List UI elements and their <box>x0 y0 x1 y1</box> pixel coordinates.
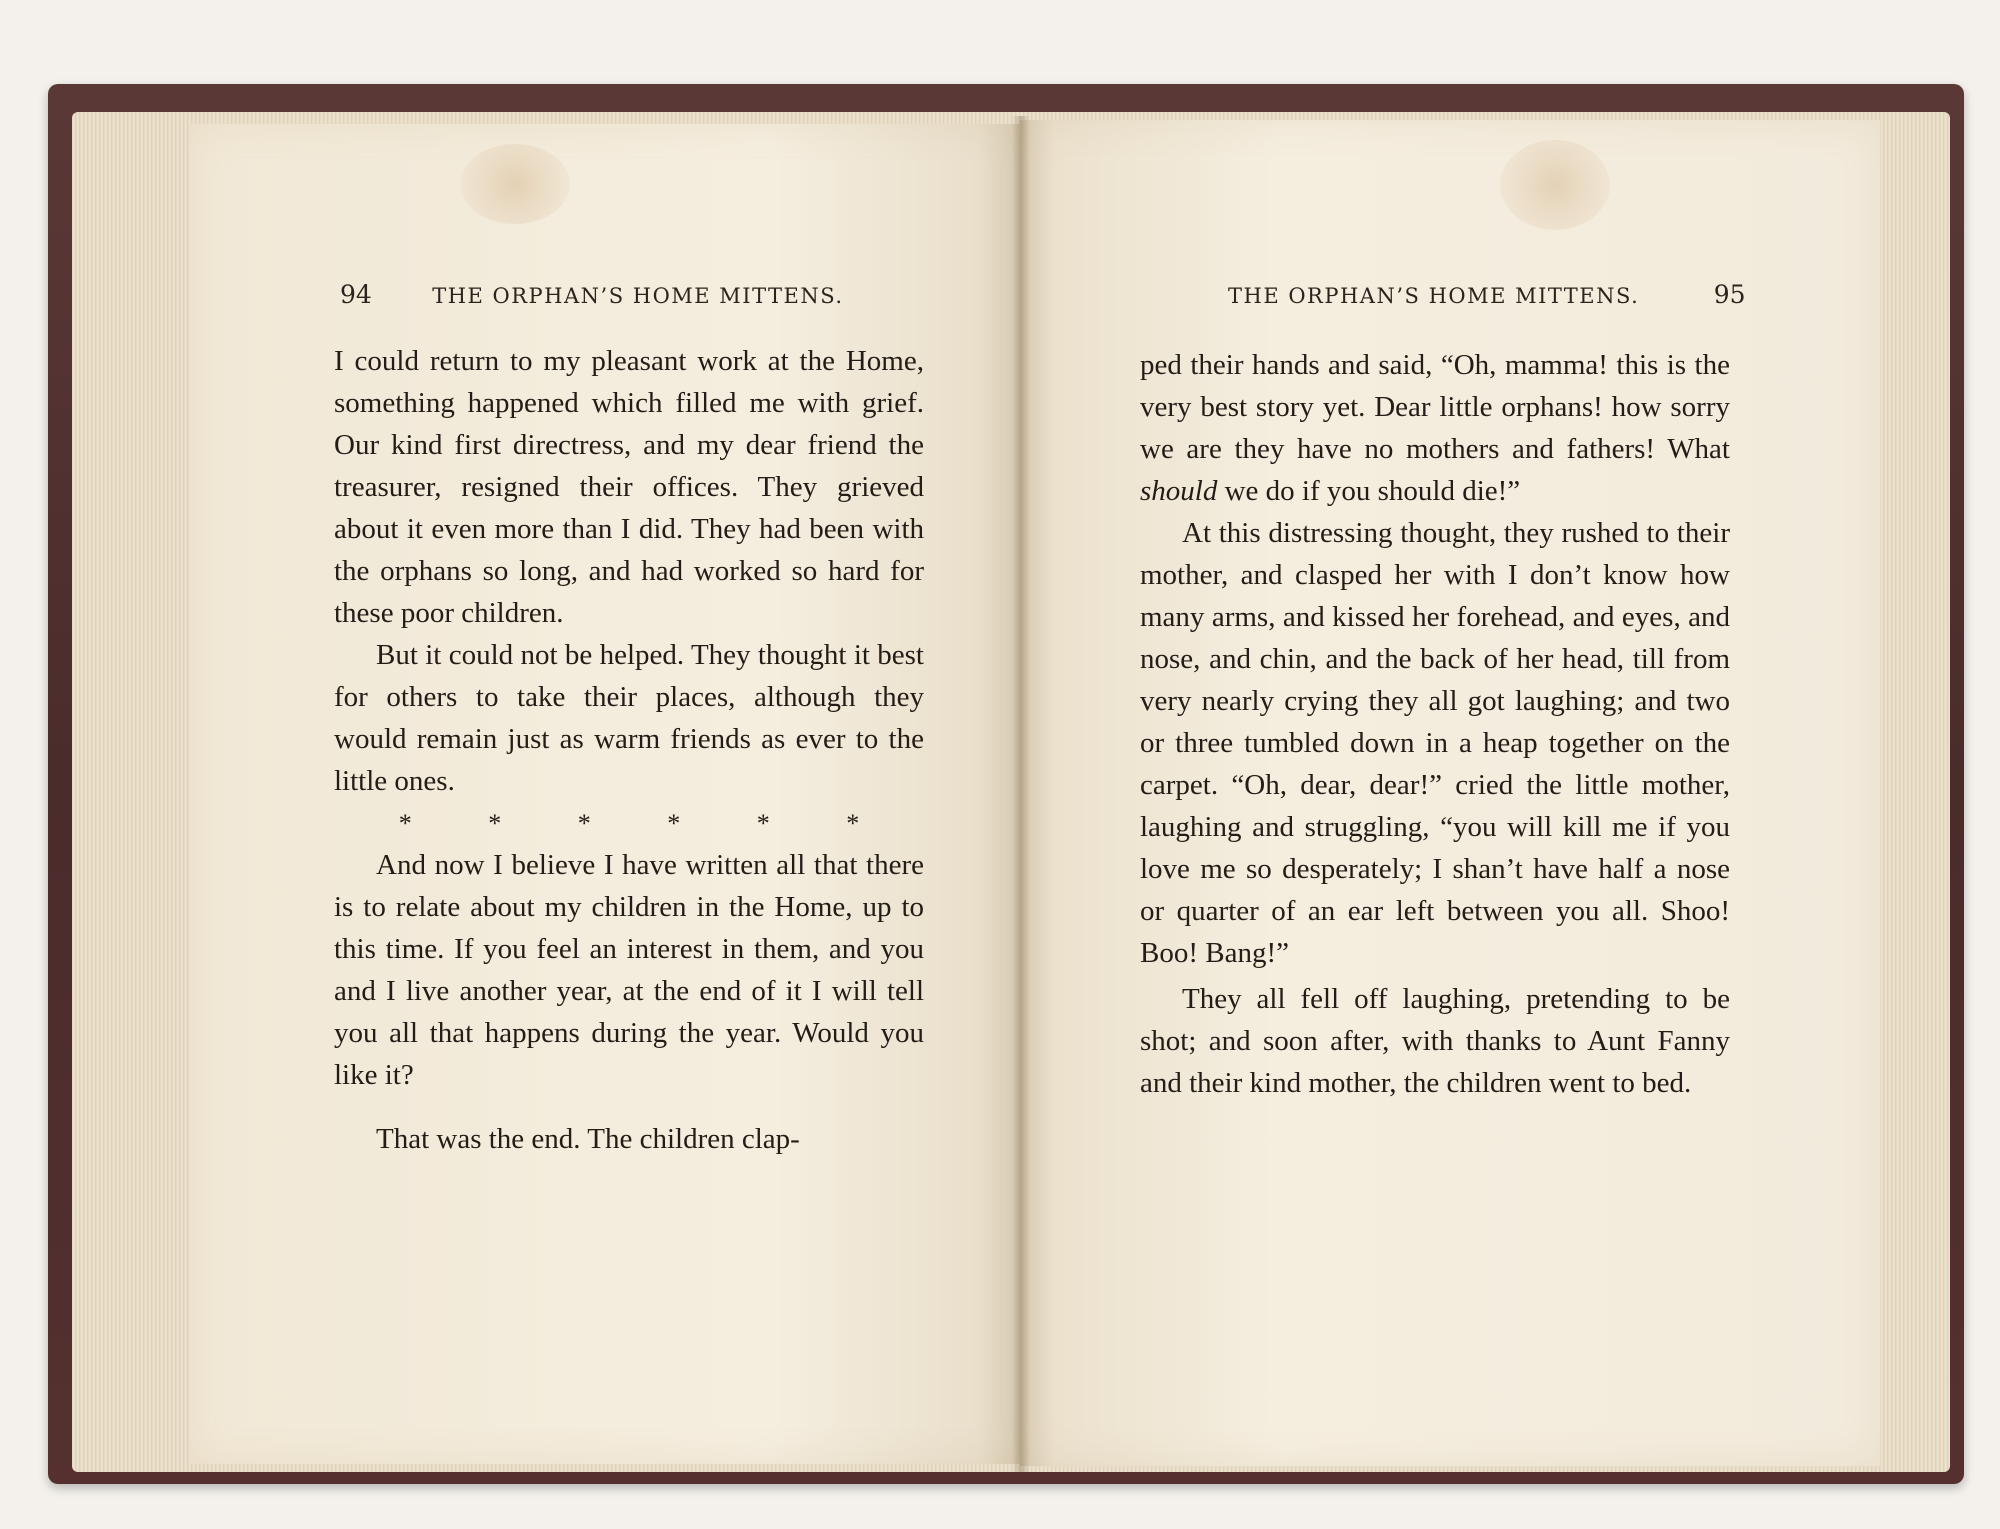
paragraph <box>1140 344 1730 512</box>
paragraph: And now I believe I have written all that there is to relate about my children in the Home, up to this time. If you feel an interest in them, and you and I live another year, at the end of it I will tell you all that happens during the year. Would you like it? <box>334 849 924 1091</box>
foxing-spot <box>1500 140 1610 230</box>
italic-word: should <box>1140 475 1218 507</box>
page-number-left: 94 <box>340 280 372 309</box>
page-number-right: 95 <box>1713 280 1746 309</box>
foxing-spot <box>460 144 570 224</box>
paragraph-text: ped their hands and said, “Oh, mamma! this is the very best story yet. Dear little orphans! how sorry we are they have no mothers and fathers! What <box>1140 349 1730 465</box>
running-title-right: THE ORPHAN’S HOME MITTENS. <box>1228 284 1640 308</box>
book-gutter <box>1012 116 1030 1472</box>
paragraph: But it could not be helped. They thought it best for others to take their places, although they would remain just as warm friends as ever to the little ones. <box>334 639 924 797</box>
right-page-body <box>1140 344 1730 1104</box>
left-page-body <box>334 340 924 1160</box>
paragraph: I could return to my pleasant work at the Home, something happened which filled me with grief. Our kind first directress, and my dear friend the treasurer, resigned their offices. They grieved about it even more than I did. They had been with the orphans so long, and had worked so hard for these poor children. <box>334 345 924 629</box>
paragraph: At this distressing thought, they rushed to their mother, and clasped her with I don’t know how many arms, and kissed her forehead, and eyes, and nose, and chin, and the back of her head, till from very nearly crying they all got laughing; and two or three tumbled down in a heap together on the carpet. “Oh, dear, dear!” cried the little mother, laughing and struggling, “you will kill me if you love me so desperately; I shan’t have half a nose or quarter of an ear left between you all. Shoo! Boo! Bang!” <box>1140 517 1730 969</box>
paragraph-text: we do if you should die!” <box>1217 475 1521 507</box>
running-title-left: THE ORPHAN’S HOME MITTENS. <box>432 284 844 308</box>
left-page-header <box>340 280 844 309</box>
paragraph: They all fell off laughing, pretending to be shot; and soon after, with thanks to Aunt Fanny and their kind mother, the children went to bed. <box>1140 983 1730 1099</box>
paragraph: That was the end. The children clap- <box>376 1123 800 1155</box>
right-page-header <box>1228 280 1746 309</box>
section-break: * * * * * * <box>398 809 860 838</box>
